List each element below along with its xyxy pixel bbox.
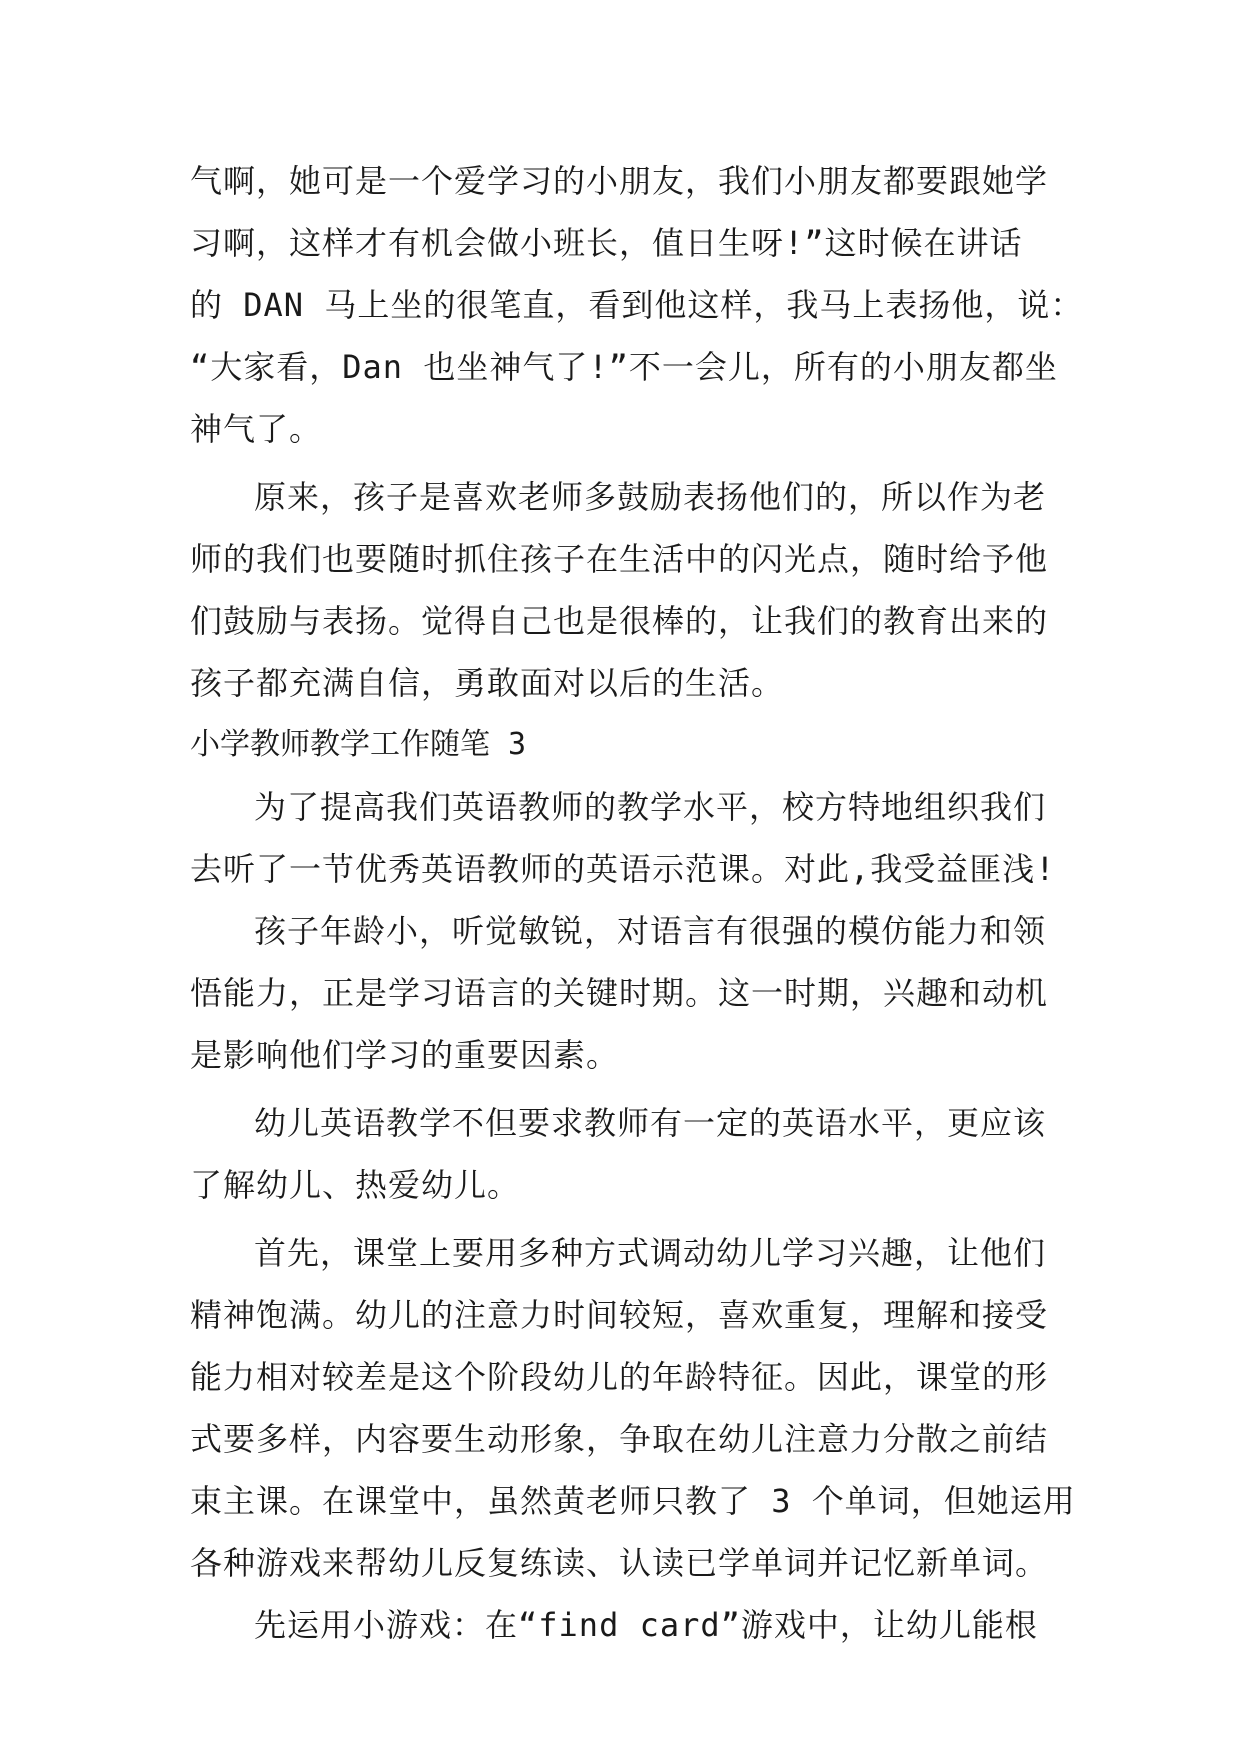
text-line: 气啊，她可是一个爱学习的小朋友，我们小朋友都要跟她学 [190,162,1049,200]
text-line: 幼儿英语教学不但要求教师有一定的英语水平，更应该 [254,1104,1047,1142]
paragraph [190,1594,1060,1656]
text-line: 原来，孩子是喜欢老师多鼓励表扬他们的，所以作为老 [254,478,1047,516]
text-line: 孩子都充满自信，勇敢面对以后的生活。 [190,664,785,702]
text-line: 束主课。在课堂中，虽然黄老师只教了 3 个单词，但她运用 [190,1482,1076,1520]
section-heading-block [190,714,1060,776]
text-line: 式要多样，内容要生动形象，争取在幼儿注意力分散之前结 [190,1420,1049,1458]
text-line: 孩子年龄小，听觉敏锐，对语言有很强的模仿能力和领 [254,912,1047,950]
paragraph [190,1092,1060,1216]
text-line: 们鼓励与表扬。觉得自己也是很棒的，让我们的教育出来的 [190,602,1049,640]
text-line: 首先，课堂上要用多种方式调动幼儿学习兴趣，让他们 [254,1234,1047,1272]
text-line: 为了提高我们英语教师的教学水平，校方特地组织我们 [254,788,1047,826]
text-line: 悟能力，正是学习语言的关键时期。这一时期，兴趣和动机 [190,974,1049,1012]
text-line: “大家看，Dan 也坐神气了!”不一会儿，所有的小朋友都坐 [190,348,1058,386]
paragraph [190,150,1084,460]
paragraph [190,776,1060,900]
text-line: 师的我们也要随时抓住孩子在生活中的闪光点，随时给予他 [190,540,1049,578]
text-line: 习啊，这样才有机会做小班长，值日生呀!”这时候在讲话 [190,224,1023,262]
document-body [190,150,1084,1656]
text-line: 是影响他们学习的重要因素。 [190,1036,620,1074]
text-line: 精神饱满。幼儿的注意力时间较短，喜欢重复，理解和接受 [190,1296,1049,1334]
paragraph [190,466,1060,714]
text-line: 先运用小游戏：在“find card”游戏中，让幼儿能根 [254,1606,1038,1644]
text-line: 的 DAN 马上坐的很笔直，看到他这样，我马上表扬他，说： [190,286,1084,324]
text-line: 了解幼儿、热爱幼儿。 [190,1166,521,1204]
text-line: 各种游戏来帮幼儿反复练读、认读已学单词并记忆新单词。 [190,1544,1049,1582]
section-heading: 小学教师教学工作随笔 3 [190,727,527,762]
paragraph [190,900,1060,1086]
paragraph [190,1222,1076,1594]
text-line: 去听了一节优秀英语教师的英语示范课。对此,我受益匪浅! [190,850,1056,888]
text-line: 能力相对较差是这个阶段幼儿的年龄特征。因此，课堂的形 [190,1358,1049,1396]
text-line: 神气了。 [190,410,323,448]
